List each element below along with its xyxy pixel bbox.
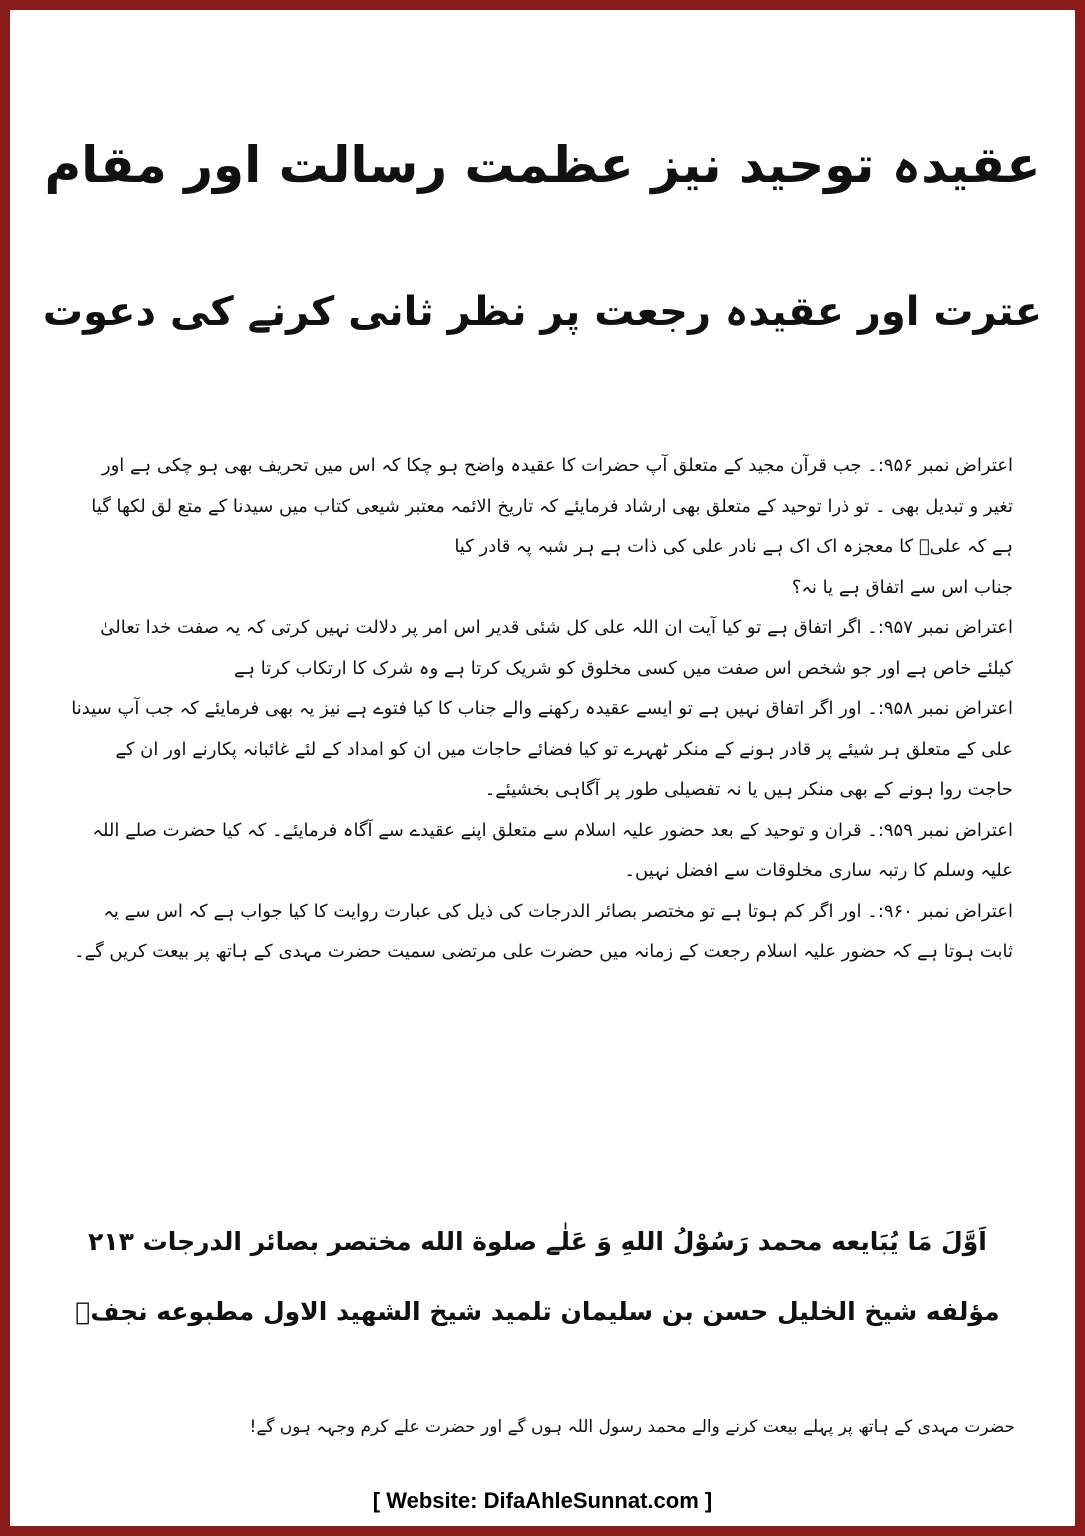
title-line-2: عترت اور عقیدہ رجعت پر نظر ثانی کرنے کی دعوت: [42, 289, 1043, 335]
arabic-quote-line-2: مؤلفه شيخ الخليل حسن بن سليمان تلميد شيخ الشهيد الاول مطبوعه نجفؔ: [75, 1297, 1000, 1326]
paragraph-objection-958: اعتراض نمبر ۹۵۸:۔ اور اگر اتفاق نہیں ہے تو ایسے عقیدہ رکھنے والے جناب کا کیا فتوے ہے نیز یہ بھی فرمایئے کہ جب آپ سیدنا علی کے متعلق ہر شیئے پر قادر ہونے کے منکر ٹھہرے تو کیا فضائے حاجات میں ان کو امداد کے لئے غائبانہ پکارنے اور ان کے حاجت روا ہونے کے بھی منکر ہیں یا نہ تفصیلی طور پر آگاہی بخشیئے۔: [71, 698, 1013, 800]
paragraph-objection-959: اعتراض نمبر ۹۵۹:۔ قران و توحید کے بعد حضور علیہ اسلام سے متعلق اپنے عقیدے سے آگاہ فرمایئے۔ کہ کیا حضرت صلے اللہ علیہ وسلم کا رتبہ ساری مخلوقات سے افضل نہیں۔: [92, 819, 1013, 881]
website-footer: [ Website: DifaAhleSunnat.com ]: [372, 1488, 713, 1513]
closing-statement: حضرت مہدی کے ہاتھ پر پہلے بیعت کرنے والے محمد رسول اللہ ہوں گے اور حضرت علے کرم وجہہ ہوں گے!: [249, 1417, 1015, 1437]
paragraph-objection-957: اعتراض نمبر ۹۵۷:۔ اگر اتفاق ہے تو کیا آیت ان اللہ علی کل شئی قدیر اس امر پر دلالت نہیں کرتی کہ یہ صفت خدا تعالیٰ کیلئے خاص ہے اور جو شخص اس صفت میں کسی مخلوق کو شریک کرتا ہے وہ شرک کا ارتکاب کرتا ہے: [100, 617, 1013, 679]
title-line-1: عقیدہ توحید نیز عظمت رسالت اور مقام: [44, 136, 1041, 194]
document-page: [10, 10, 1075, 1526]
paragraph-objection-956: اعتراض نمبر ۹۵۶:۔ جب قرآن مجید کے متعلق آپ حضرات کا عقیدہ واضح ہو چکا کہ اس میں تحریف بھی ہو چکی ہے اور تغیر و تبدیل بھی ۔ تو ذرا توحید کے متعلق بھی ارشاد فرمایئے کہ تاریخ الائمہ معتبر شیعی کتاب میں سیدنا کے متع لق لکھا گیا ہے کہ علیؓ کا معجزہ اک اک ہے نادر علی کی ذات ہے ہر شبہ پہ قادر کیا: [91, 455, 1013, 557]
paragraph-objection-960: اعتراض نمبر ۹۶۰:۔ اور اگر کم ہوتا ہے تو مختصر بصائر الدرجات کی ذیل کی عبارت روایت کا کیا جواب ہے کہ اس سے یہ ثابت ہوتا ہے کہ حضور علیہ اسلام رجعت کے زمانہ میں حضرت علی مرتضی سمیت حضرت مہدی کے ہاتھ پر بیعت کریں گے۔: [73, 900, 1013, 962]
arabic-quote-line-1: اَوَّلَ مَا يُبَايعه محمد رَسُوْلُ اللهِ وَ عَلٰے صلوة الله مختصر بصائر الدرجات ۲۱۳: [88, 1227, 987, 1256]
objections-body: [70, 446, 1013, 973]
paragraph-question: جناب اس سے اتفاق ہے یا نہ؟: [791, 576, 1013, 598]
